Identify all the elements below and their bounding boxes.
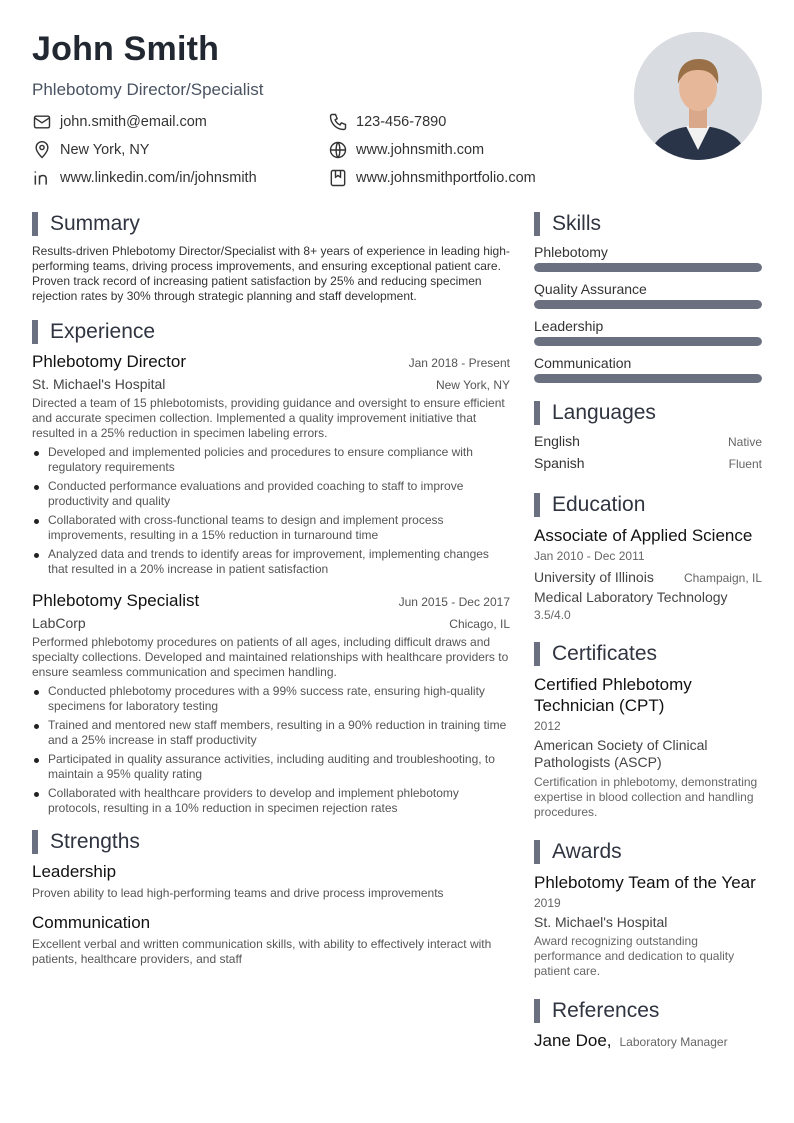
awards-heading	[534, 840, 762, 864]
job-company: St. Michael's Hospital	[32, 376, 166, 392]
strength-entry	[32, 862, 510, 901]
references-heading-text: References	[552, 999, 660, 1022]
job-location: Chicago, IL	[449, 617, 510, 631]
job-bullet: Participated in quality assurance activities, including auditing and troubleshooting, to maintain a 95% quality rating	[32, 752, 510, 782]
globe-icon	[328, 140, 348, 160]
skill-label: Phlebotomy	[534, 244, 608, 260]
skill-bar-fill	[534, 263, 762, 272]
language-level: Fluent	[728, 457, 762, 471]
phone-text: 123-456-7890	[356, 114, 447, 130]
website-text: www.johnsmith.com	[356, 142, 485, 158]
skills-list	[534, 244, 762, 383]
strength-title: Leadership	[32, 862, 117, 881]
reference-role: Laboratory Manager	[619, 1035, 728, 1049]
job-date: Jun 2015 - Dec 2017	[398, 595, 510, 609]
job-title: Phlebotomy Specialist	[32, 591, 200, 610]
job-title: Phlebotomy Director	[32, 352, 187, 371]
summary-text: Results-driven Phlebotomy Director/Specialist with 8+ years of experience in leading high-performing teams, driving process improvements, and ensuring exceptional patient care. Proven track record of increasing patient satisfaction by 25% and reducing specimen rejection rates by 30% through strategic planning and staff development.	[32, 244, 510, 303]
job-description: Performed phlebotomy procedures on patients of all ages, including difficult draws and specialty collections. Developed and maintained relationships with healthcare providers to ensure seamless communication and specimen handling.	[32, 635, 509, 679]
location-pin-icon	[32, 140, 52, 160]
skill-label: Quality Assurance	[534, 281, 647, 297]
contact-linkedin[interactable]	[32, 168, 257, 188]
language-level: Native	[727, 435, 762, 449]
certificate-description: Certification in phlebotomy, demonstrating expertise in blood collection and handling procedures.	[534, 775, 758, 819]
job-bullet: Developed and implemented policies and procedures to ensure compliance with regulatory requirements	[32, 445, 510, 475]
languages-heading-text: Languages	[552, 401, 656, 424]
reference-entry	[534, 1031, 762, 1051]
section-accent-bar	[534, 642, 540, 666]
job-bullet: Collaborated with healthcare providers to develop and implement phlebotomy protocols, resulting in a 10% reduction in specimen rejection rates	[32, 786, 510, 816]
award-year: 2019	[534, 896, 561, 910]
right-column	[534, 212, 762, 1051]
education-school: University of Illinois	[534, 569, 654, 585]
portfolio-icon	[328, 168, 348, 188]
strength-entry	[32, 913, 510, 967]
skills-heading	[534, 212, 762, 236]
section-accent-bar	[32, 830, 38, 854]
skill-label: Leadership	[534, 318, 604, 334]
left-column	[32, 212, 510, 979]
section-accent-bar	[534, 999, 540, 1023]
strengths-heading-text: Strengths	[50, 830, 140, 853]
strength-description: Proven ability to lead high-performing teams and drive process improvements	[32, 886, 444, 900]
section-accent-bar	[32, 212, 38, 236]
job-location: New York, NY	[435, 378, 510, 392]
education-heading	[534, 493, 762, 517]
skill-bar	[534, 263, 762, 272]
section-accent-bar	[534, 840, 540, 864]
section-accent-bar	[534, 493, 540, 517]
education-field: Medical Laboratory Technology	[534, 589, 728, 605]
references-heading	[534, 999, 762, 1023]
summary-heading-text: Summary	[50, 212, 140, 235]
language-name: Spanish	[534, 455, 585, 471]
section-accent-bar	[534, 401, 540, 425]
education-gpa: 3.5/4.0	[534, 608, 571, 622]
language-row	[534, 455, 762, 471]
education-heading-text: Education	[552, 493, 646, 516]
section-accent-bar	[32, 320, 38, 344]
profile-photo-illustration	[634, 32, 762, 160]
award-title: Phlebotomy Team of the Year	[534, 873, 756, 892]
language-name: English	[534, 433, 580, 449]
skill-bar-fill	[534, 300, 762, 309]
contact-portfolio[interactable]	[328, 168, 536, 188]
strengths-heading	[32, 830, 510, 854]
skill-label: Communication	[534, 355, 632, 371]
education-location: Champaign, IL	[683, 571, 762, 585]
candidate-title: Phlebotomy Director/Specialist	[32, 80, 264, 99]
job-bullet: Conducted performance evaluations and provided coaching to staff to improve productivity and quality	[32, 479, 510, 509]
languages-heading	[534, 401, 762, 425]
job-entry	[32, 352, 510, 577]
reference-name: Jane Doe,	[534, 1031, 612, 1050]
skill-bar	[534, 374, 762, 383]
skill-bar-fill	[534, 337, 762, 346]
section-accent-bar	[534, 212, 540, 236]
contact-email[interactable]	[32, 112, 207, 132]
education-degree: Associate of Applied Science	[534, 526, 753, 545]
email-icon	[32, 112, 52, 132]
certificate-title: Certified Phlebotomy Technician (CPT)	[534, 675, 692, 715]
certificate-issuer: American Society of Clinical Pathologists (ASCP)	[534, 737, 708, 770]
experience-heading	[32, 320, 510, 344]
job-bullet: Trained and mentored new staff members, resulting in a 90% reduction in training time and a 25% increase in staff productivity	[32, 718, 510, 748]
strength-description: Excellent verbal and written communication skills, with ability to effectively interact with patients, healthcare providers, and staff	[32, 937, 492, 966]
job-company: LabCorp	[32, 615, 86, 631]
contact-phone[interactable]	[328, 112, 446, 132]
linkedin-text: www.linkedin.com/in/johnsmith	[60, 170, 257, 186]
experience-heading-text: Experience	[50, 320, 156, 343]
language-row	[534, 433, 762, 449]
location-text: New York, NY	[60, 142, 150, 158]
job-bullet: Collaborated with cross-functional teams to design and implement process improvements, resulting in a 15% reduction in turnaround time	[32, 513, 510, 543]
certificate-year: 2012	[534, 719, 561, 733]
phone-icon	[328, 112, 348, 132]
contact-location	[32, 140, 149, 160]
job-bullets	[32, 684, 510, 816]
job-bullet: Analyzed data and trends to identify areas for improvement, implementing changes that resulted in a 20% increase in patient satisfaction	[32, 547, 510, 577]
job-entry	[32, 591, 510, 816]
job-bullet: Conducted phlebotomy procedures with a 99% success rate, ensuring high-quality specimens for laboratory testing	[32, 684, 510, 714]
skill-bar-fill	[534, 374, 762, 383]
portfolio-text: www.johnsmithportfolio.com	[356, 170, 536, 186]
skill-bar	[534, 337, 762, 346]
job-bullets	[32, 445, 510, 577]
education-dates: Jan 2010 - Dec 2011	[534, 549, 645, 563]
award-description: Award recognizing outstanding performance and dedication to quality patient care.	[534, 934, 735, 978]
linkedin-icon	[32, 168, 52, 188]
email-text: john.smith@email.com	[60, 114, 207, 130]
profile-photo	[634, 32, 762, 160]
certificates-heading	[534, 642, 762, 666]
contact-website[interactable]	[328, 140, 484, 160]
strength-title: Communication	[32, 913, 151, 932]
award-issuer: St. Michael's Hospital	[534, 914, 668, 930]
summary-heading	[32, 212, 510, 236]
skills-heading-text: Skills	[552, 212, 602, 235]
job-date: Jan 2018 - Present	[408, 356, 510, 370]
certificates-heading-text: Certificates	[552, 642, 658, 665]
candidate-name: John Smith	[32, 30, 220, 68]
job-description: Directed a team of 15 phlebotomists, providing guidance and oversight to ensure efficient and accurate specimen collection. Implemented a quality improvement initiative that resulted in a 25% reduction in specimen labeling errors.	[32, 396, 505, 440]
skill-bar	[534, 300, 762, 309]
awards-heading-text: Awards	[552, 840, 622, 863]
